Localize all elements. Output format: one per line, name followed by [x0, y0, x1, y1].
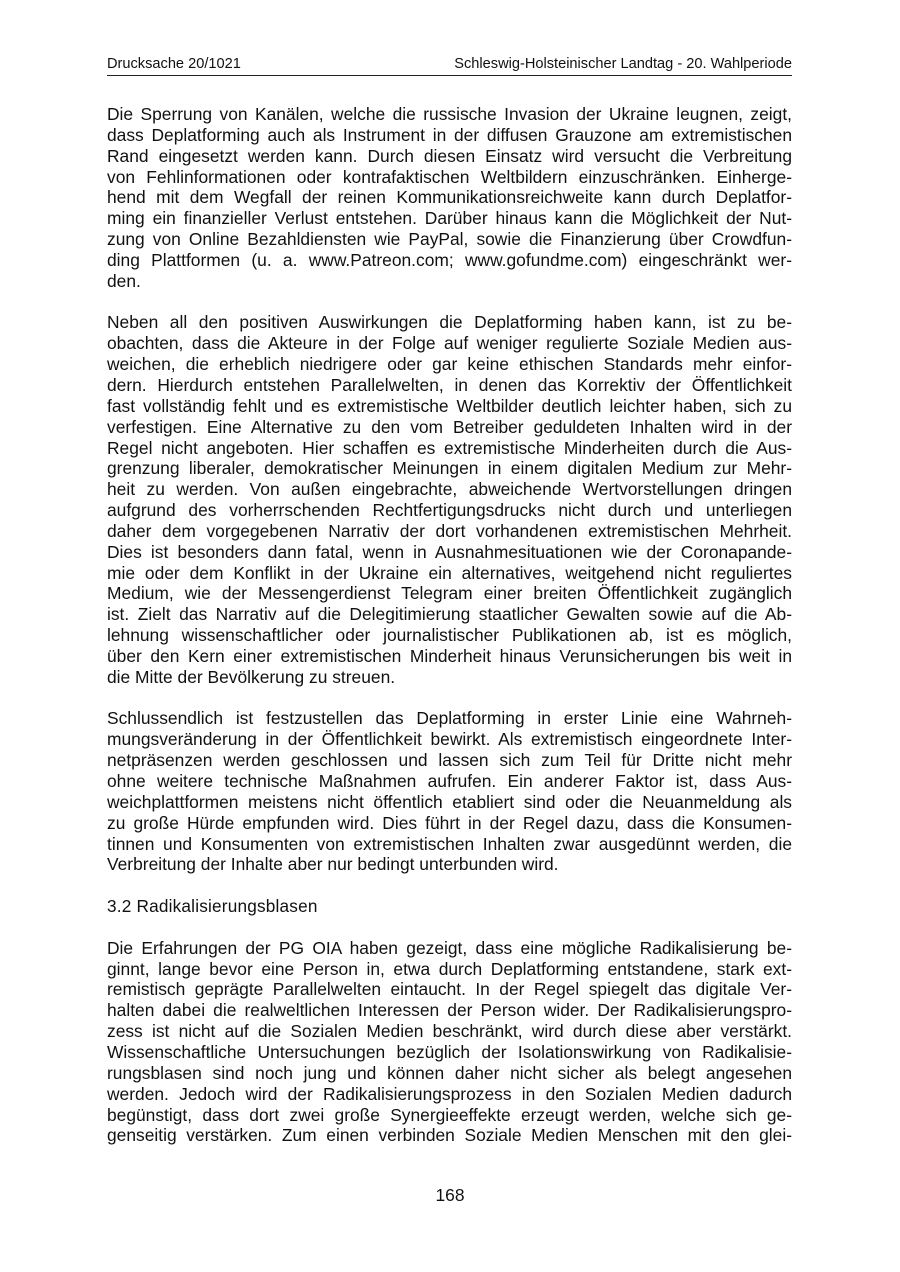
text-line: fast vollständig fehlt und es extremistische Weltbilder deutlich leichter haben, sich zu [107, 395, 792, 416]
text-line: genseitig verstärken. Zum einen verbinden Soziale Medien Menschen mit den glei- [107, 1125, 792, 1146]
paragraph-radicalization [107, 938, 797, 1146]
text-line: ist. Zielt das Narrativ auf die Delegitimierung staatlicher Gewalten sowie auf die Ab- [107, 604, 792, 625]
text-line: begünstigt, dass dort zwei große Synergieeffekte erzeugt werden, welche sich ge- [107, 1104, 792, 1125]
text-line: von Fehlinformationen oder kontrafaktischen Weltbildern einzuschränken. Einherge- [107, 166, 792, 187]
text-line: ginnt, lange bevor eine Person in, etwa durch Deplatforming entstandene, stark ext- [107, 958, 792, 979]
text-line: die Mitte der Bevölkerung zu streuen. [107, 666, 396, 687]
page-number: 168 [435, 1185, 465, 1205]
text-line: ding Plattformen (u. a. www.Patreon.com; www.gofundme.com) eingeschränkt wer- [107, 249, 792, 270]
text-line: Die Sperrung von Kanälen, welche die russische Invasion der Ukraine leugnen, zeigt, [107, 104, 792, 124]
text-line: Verbreitung der Inhalte aber nur bedingt unterbunden wird. [107, 854, 559, 875]
text-line: netpräsenzen werden geschlossen und lassen sich zum Teil für Dritte nicht mehr [107, 750, 792, 771]
text-line: tinnen und Konsumenten von extremistischen Inhalten zwar ausgedünnt werden, die [107, 833, 792, 854]
text-line: Die Erfahrungen der PG OIA haben gezeigt, dass eine mögliche Radikalisierung be- [107, 937, 792, 958]
text-line: werden. Jedoch wird der Radikalisierungsprozess in den Sozialen Medien dadurch [107, 1083, 792, 1104]
text-line: weichplattformen meistens nicht öffentlich etabliert sind oder die Neuanmeldung als [107, 791, 792, 812]
text-line: Dies ist besonders dann fatal, wenn in Ausnahmesituationen wie der Coronapande- [107, 541, 792, 562]
text-line: lehnung wissenschaftlicher oder journalistischer Publikationen ab, ist es möglich, [107, 625, 792, 646]
text-line: mie oder dem Konflikt in der Ukraine ein alternatives, weitgehend nicht reguliertes [107, 562, 792, 583]
body-text [107, 104, 797, 1167]
text-line: aufgrund des vorherrschenden Rechtfertigungsdrucks nicht durch und unterliegen [107, 500, 792, 521]
text-line: remistisch geprägte Parallelwelten eintaucht. In der Regel spiegelt das digitale Ver- [107, 979, 792, 1000]
text-line: Wissenschaftliche Untersuchungen bezüglich der Isolationswirkung von Radikalisie- [107, 1041, 792, 1062]
text-line: Regel nicht angeboten. Hier schaffen es extremistische Minderheiten durch die Aus- [107, 437, 792, 458]
text-line: Rand eingesetzt werden kann. Durch diesen Einsatz wird versucht die Verbreitung [107, 145, 792, 166]
text-line: Neben all den positiven Auswirkungen die Deplatforming haben kann, ist zu be- [107, 312, 792, 333]
text-line: hend mit dem Wegfall der reinen Kommunikationsreichweite kann durch Deplatfor- [107, 187, 792, 208]
text-line: dass Deplatforming auch als Instrument in der diffusen Grauzone am extremistischen [107, 124, 792, 145]
text-line: Schlussendlich ist festzustellen das Deplatforming in erster Linie eine Wahrneh- [107, 708, 792, 729]
paragraph-conclusion [107, 708, 797, 875]
text-line: obachten, dass die Akteure in der Folge auf weniger regulierte Soziale Medien aus- [107, 333, 792, 354]
text-line: zu große Hürde empfunden wird. Dies führt in der Regel dazu, dass die Konsumen- [107, 812, 792, 833]
text-line: Medium, wie der Messengerdienst Telegram einer breiten Öffentlichkeit zugänglich [107, 583, 792, 604]
text-line: den. [107, 270, 141, 291]
text-line: daher dem vorgegebenen Narrativ der dort vorhandenen extremistischen Mehrheit. [107, 520, 792, 541]
text-line: weichen, die erheblich niedrigere oder gar keine ethischen Standards mehr einfor- [107, 354, 792, 375]
text-line: über den Kern einer extremistischen Minderheit hinaus Verunsicherungen bis weit in [107, 645, 792, 666]
text-line: verfestigen. Eine Alternative zu den vom Betreiber geduldeten Inhalten wird in der [107, 416, 792, 437]
paragraph-parallel-worlds [107, 312, 797, 687]
text-line: heit zu werden. Von außen eingebrachte, abweichende Wertvorstellungen dringen [107, 479, 792, 500]
text-line: grenzung liberaler, demokratischer Meinungen in einem digitalen Medium zur Mehr- [107, 458, 792, 479]
page-header [107, 55, 792, 76]
text-line: ming ein finanzieller Verlust entstehen. Darüber hinaus kann die Möglichkeit der Nut- [107, 208, 792, 229]
text-line: zess ist nicht auf die Sozialen Medien beschränkt, wird durch diese aber verstärkt. [107, 1021, 792, 1042]
text-line: halten dabei die realweltlichen Interessen der Person wider. Der Radikalisierungspro- [107, 1000, 792, 1021]
text-line: dern. Hierdurch entstehen Parallelwelten, in denen das Korrektiv der Öffentlichkeit [107, 374, 792, 395]
header-document-number: Drucksache 20/1021 [107, 56, 241, 72]
text-line: mungsveränderung in der Öffentlichkeit bewirkt. Als extremistisch eingeordnete Inter- [107, 729, 792, 750]
text-line: rungsblasen sind noch jung und können daher nicht sicher als belegt angesehen [107, 1062, 792, 1083]
section-heading: 3.2 Radikalisierungsblasen [107, 896, 318, 917]
text-line: ohne weitere technische Maßnahmen aufrufen. Ein anderer Faktor ist, dass Aus- [107, 771, 792, 791]
text-line: zung von Online Bezahldiensten wie PayPal, sowie die Finanzierung über Crowdfun- [107, 229, 792, 250]
header-parliament-title: Schleswig-Holsteinischer Landtag - 20. Wahlperiode [454, 56, 792, 72]
paragraph-deplatforming-ukraine [107, 104, 797, 292]
